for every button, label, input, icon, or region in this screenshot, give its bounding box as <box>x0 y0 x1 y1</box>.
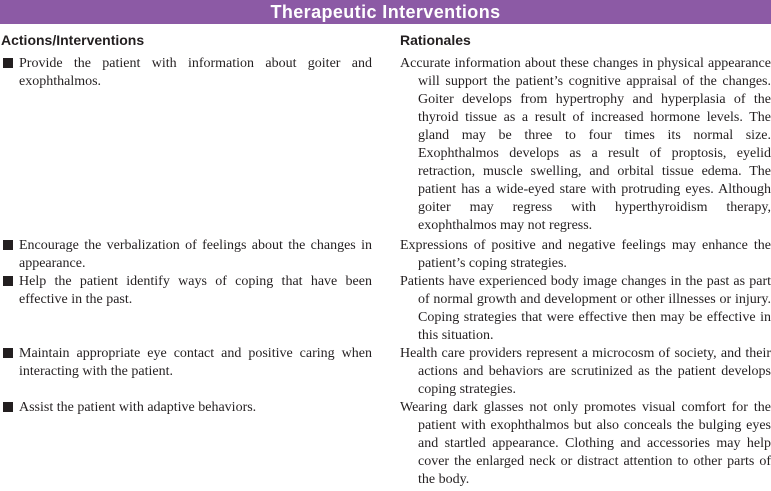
rationale-text: Patients have experienced body image changes in the past as part of normal growth and development or other illnesses or injury. Coping strategies that were effective then may be effective in this situation. <box>400 274 771 343</box>
square-bullet-icon <box>3 58 13 68</box>
section-banner: Therapeutic Interventions <box>0 0 771 24</box>
square-bullet-icon <box>3 276 13 286</box>
action-cell <box>0 55 372 91</box>
rationale-text: Accurate information about these changes in physical appearance will support the patient’s cognitive appraisal of the changes. Goiter develops from hypertrophy and hyperplasia of the thyroid tissue as a result of increased hormone levels. The gland may be three to four times its normal size. Exophthalmos develops as a result of proptosis, eyelid retraction, muscle swelling, and orbital tissue edema. The patient has a wide-eyed stare with protruding eyes. Although goiter may regress with hyperthyroidism therapy, exophthalmos may not regress. <box>400 56 771 233</box>
action-text: Maintain appropriate eye contact and positive caring when interacting with the patient. <box>19 346 372 379</box>
action-cell <box>0 273 372 309</box>
action-cell <box>0 237 372 273</box>
square-bullet-icon <box>3 240 13 250</box>
action-text: Assist the patient with adaptive behaviors. <box>19 400 257 415</box>
action-text: Help the patient identify ways of coping that have been effective in the past. <box>19 274 372 307</box>
action-text: Provide the patient with information about goiter and exophthalmos. <box>19 56 372 89</box>
column-header-rationales: Rationales <box>400 32 471 48</box>
action-text: Encourage the verbalization of feelings about the changes in appearance. <box>19 238 372 271</box>
column-header-actions: Actions/Interventions <box>1 32 145 48</box>
rationale-text: Expressions of positive and negative feelings may enhance the patient’s coping strategies. <box>400 238 771 271</box>
rationale-text: Health care providers represent a microcosm of society, and their actions and behaviors are scrutinized as the patient develops coping strategies. <box>400 346 771 397</box>
action-cell <box>0 345 372 381</box>
action-cell <box>0 399 372 417</box>
square-bullet-icon <box>3 402 13 412</box>
square-bullet-icon <box>3 348 13 358</box>
rationale-text: Wearing dark glasses not only promotes visual comfort for the patient with exophthalmos but also conceals the bulging eyes and startled appearance. Clothing and accessories may help cover the enlarged neck or distract attention to other parts of the body. <box>400 400 771 487</box>
